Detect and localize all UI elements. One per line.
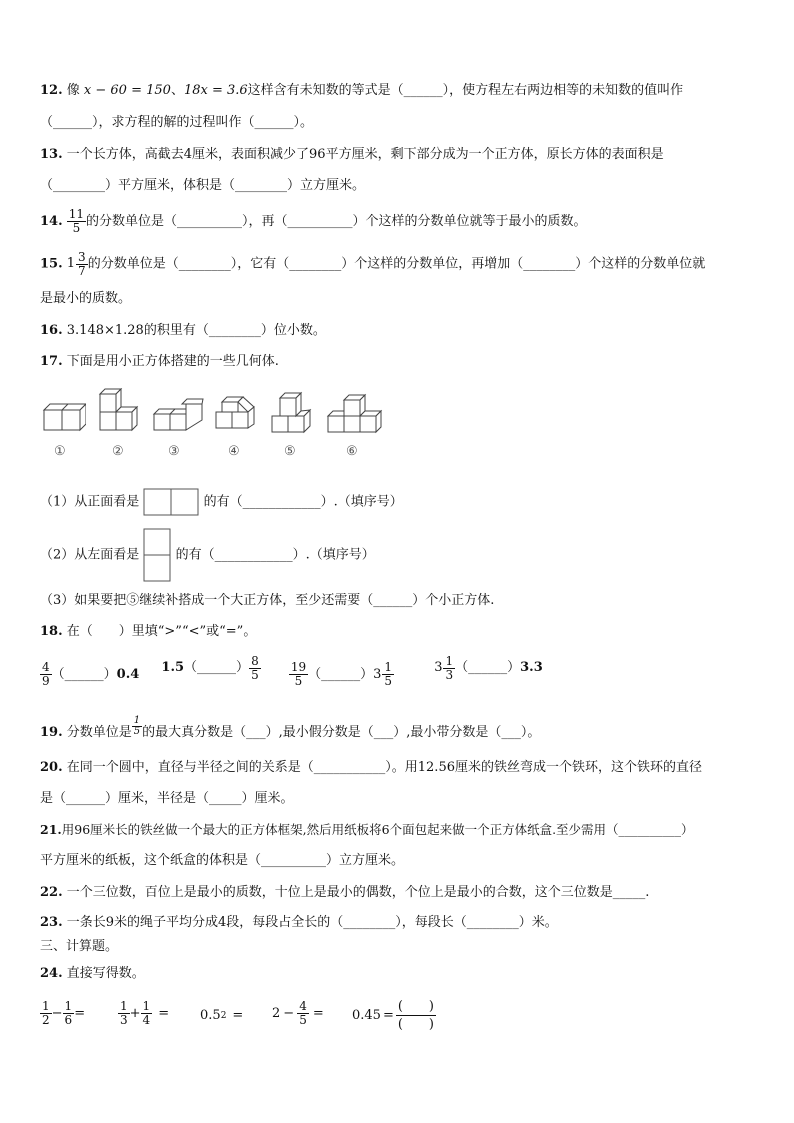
cube-label-2: ② xyxy=(112,444,124,459)
q12-separator: 、 xyxy=(170,83,184,98)
q13-number: 13. xyxy=(40,147,63,162)
q24-e1-a xyxy=(40,1000,52,1027)
q24-expr-5 xyxy=(352,998,436,1033)
q13-text1: 一个长方体，高截去4厘米，表面积减少了96平方厘米，剩下部分成为一个正方体，原长方体的表面积是 xyxy=(66,147,664,162)
q24-e1-a-denominator: 2 xyxy=(42,1013,50,1027)
q24-e2-b-numerator: 1 xyxy=(142,999,151,1013)
q24-e2-b xyxy=(141,1000,153,1027)
q22-line xyxy=(40,884,766,902)
q12-line1 xyxy=(40,82,766,100)
q18-item2-left: 1.5 xyxy=(161,660,185,675)
front-view-figure xyxy=(143,488,199,516)
q24-e1-b xyxy=(63,1000,75,1027)
q17-part2-text-b: 的有（____________）.（填序号） xyxy=(175,547,375,563)
q24-e1-op: − xyxy=(51,1006,63,1021)
q18-item4-left-mixed xyxy=(434,650,455,686)
cube-label-6: ⑥ xyxy=(346,444,358,459)
q17-line xyxy=(40,353,766,371)
q20-number: 20. xyxy=(40,760,63,775)
q18-item-4 xyxy=(434,650,543,686)
q13-line1 xyxy=(40,146,766,164)
q19-fraction-numerator: 1 xyxy=(133,715,141,726)
q23-text1: 一条长9米的绳子平均分成4段，每段占全长的（________），每段长（________）米。 xyxy=(66,915,558,930)
q14-fraction-denominator: 5 xyxy=(72,221,81,235)
q23-number: 23. xyxy=(40,915,63,930)
q19-fraction-denominator: 5 xyxy=(133,726,141,737)
q15-number: 15. xyxy=(40,256,63,272)
q14-text1: 的分数单位是（__________），再（__________）个这样的分数单位就等于最小的质数。 xyxy=(86,214,587,229)
cube-figure-4 xyxy=(214,388,262,436)
left-view-figure xyxy=(143,528,171,582)
q24-e2-eq: = xyxy=(158,1006,170,1021)
cube-label-4: ④ xyxy=(228,444,240,459)
q18-item1-blank: （______） xyxy=(51,666,117,682)
q17-part1 xyxy=(40,488,766,517)
q17-part1-text-a: （1）从正面看是 xyxy=(40,494,140,510)
q17-part3-text: （3）如果要把⑤继续补搭成一个大正方体，至少还需要（______）个小正方体. xyxy=(40,593,495,608)
q17-number: 17. xyxy=(40,354,63,369)
q21-text2: 平方厘米的纸板，这个纸盒的体积是（__________）立方厘米。 xyxy=(40,853,405,868)
q18-item3-left-fraction xyxy=(289,661,308,688)
q18-item1-left-numerator: 4 xyxy=(42,660,50,674)
q15-mixed-number xyxy=(67,250,88,278)
q24-number: 24. xyxy=(40,966,63,981)
q24-e1-eq: = xyxy=(74,1006,86,1021)
q24-e1-b-denominator: 6 xyxy=(64,1013,73,1027)
q12-number: 12. xyxy=(40,83,63,98)
q14-fraction xyxy=(67,208,86,235)
q24-e5-numerator: ( ) xyxy=(397,999,435,1014)
q12-text1: 像 xyxy=(66,83,80,98)
q20-text1: 在同一个圆中，直径与半径之间的关系是（___________）。用12.56厘米的铁丝弯成一个铁环，这个铁环的直径 xyxy=(66,760,702,775)
q18-item3-left-denominator: 5 xyxy=(294,674,303,688)
q12-text2: 这样含有未知数的等式是（______），使方程左右两边相等的未知数的值叫作 xyxy=(247,83,684,98)
q19-number: 19. xyxy=(40,725,63,740)
q24-e4-b-denominator: 5 xyxy=(299,1013,307,1027)
q21-number: 21. xyxy=(40,822,62,837)
q18-item1-left-denominator: 9 xyxy=(42,674,50,688)
q18-item-1 xyxy=(40,657,139,693)
q19-line xyxy=(40,715,766,748)
q12-line2 xyxy=(40,114,766,132)
q18-item4-left-denominator: 3 xyxy=(445,667,454,682)
q20-text2: 是（______）厘米，半径是（_____）厘米。 xyxy=(40,791,294,806)
cube-figure-3 xyxy=(152,388,204,436)
q12-equation2: 18x = 3.6 xyxy=(183,83,248,98)
q15-fraction-numerator: 3 xyxy=(78,249,86,264)
q18-item4-left-numerator: 1 xyxy=(445,653,454,668)
q24-e4-b-numerator: 4 xyxy=(299,999,307,1013)
q24-line xyxy=(40,965,766,983)
q24-e4-eq: = xyxy=(312,1006,324,1021)
q15-fraction xyxy=(76,251,88,278)
q19-text2: 的最大真分数是（___）,最小假分数是（___）,最小带分数是（___）。 xyxy=(142,725,541,740)
q18-line xyxy=(40,623,766,641)
q12-equation1: x − 60 = 150 xyxy=(83,83,171,98)
section-3-title xyxy=(40,938,766,956)
cube-label-1: ① xyxy=(54,444,66,459)
q17-part1-text-b: 的有（____________）.（填序号） xyxy=(203,494,403,510)
q24-e3-base: 0.5 xyxy=(200,1008,221,1023)
q13-line2 xyxy=(40,177,766,195)
q21-text1: 用96厘米长的铁丝做一个最大的正方体框架,然后用纸板将6个面包起来做一个正方体纸盒.至少需用（__________） xyxy=(61,822,694,837)
q14-line xyxy=(40,208,766,236)
q18-item3-right-denominator: 5 xyxy=(384,674,393,688)
q24-e2-a xyxy=(118,1000,130,1027)
q18-item2-right-fraction xyxy=(249,655,261,682)
q21-line1 xyxy=(40,821,766,839)
q17-part2 xyxy=(40,528,766,583)
q24-e5-fraction xyxy=(396,998,436,1033)
q24-e5-a: 0.45 xyxy=(352,1008,381,1023)
cube-figure-2 xyxy=(98,388,142,436)
q22-text1: 一个三位数，百位上是最小的质数，十位上是最小的偶数，个位上是最小的合数，这个三位数是_____. xyxy=(66,885,650,900)
q18-item3-right-whole: 3 xyxy=(373,666,382,682)
q18-item2-right-denominator: 5 xyxy=(251,667,259,682)
q14-number: 14. xyxy=(40,214,63,229)
q18-text1: 在（ ）里填“>”“<”或“=”。 xyxy=(66,624,257,639)
q18-item1-left-fraction xyxy=(40,661,52,688)
cube-label-3: ③ xyxy=(168,444,180,459)
q18-item3-blank: （______） xyxy=(308,666,374,682)
q24-e2-op: + xyxy=(129,1006,141,1021)
q18-item3-right-fraction xyxy=(382,661,394,688)
q24-e5-denominator: ( ) xyxy=(397,1017,435,1032)
q24-e4-a: 2 xyxy=(272,1006,281,1021)
q24-e1-b-numerator: 1 xyxy=(64,999,73,1013)
q16-text1: 3.148×1.28的积里有（________）位小数。 xyxy=(66,323,326,338)
cube-figure-6 xyxy=(326,388,386,438)
q24-e1-a-numerator: 1 xyxy=(42,999,50,1013)
q24-e5-eq: = xyxy=(382,1008,394,1023)
q18-comparisons xyxy=(40,650,766,693)
q24-e2-a-numerator: 1 xyxy=(120,999,128,1013)
section-3-title-text: 三、计算题。 xyxy=(40,939,119,954)
q24-e4-b xyxy=(297,1000,309,1027)
q16-number: 16. xyxy=(40,323,63,338)
q24-e3-exp: 2 xyxy=(220,1010,227,1021)
q18-item-3 xyxy=(289,657,394,693)
q20-line2 xyxy=(40,790,766,808)
q18-item3-right-numerator: 1 xyxy=(384,660,393,674)
cube-figures xyxy=(40,388,400,468)
cube-figure-5 xyxy=(270,388,320,438)
q18-number: 18. xyxy=(40,624,63,639)
q15-text1: 的分数单位是（________），它有（________）个这样的分数单位，再增加（________）个这样的分数单位就 xyxy=(87,256,706,272)
q12-text3: （______），求方程的解的过程叫作（______）。 xyxy=(40,115,314,130)
q15-whole: 1 xyxy=(66,256,76,271)
q18-item4-left-whole: 3 xyxy=(434,660,443,675)
q18-item4-blank: （______） xyxy=(455,660,521,675)
q18-item1-right: 0.4 xyxy=(116,666,140,682)
q24-expr-2 xyxy=(118,1000,169,1027)
q13-text2: （________）平方厘米，体积是（________）立方厘米。 xyxy=(40,178,366,193)
cube-figure-1 xyxy=(42,388,86,436)
q15-text2: 是最小的质数。 xyxy=(40,291,132,306)
q24-e2-a-denominator: 3 xyxy=(120,1013,128,1027)
q18-item4-left-fraction xyxy=(443,655,455,682)
q22-number: 22. xyxy=(40,885,63,900)
q19-fraction xyxy=(132,716,142,737)
q24-e4-op: − xyxy=(283,1006,295,1021)
q24-expr-1 xyxy=(40,1000,85,1027)
q24-text1: 直接写得数。 xyxy=(66,966,145,981)
q24-e2-b-denominator: 4 xyxy=(142,1013,151,1027)
q21-line2 xyxy=(40,852,766,870)
q17-text1: 下面是用小正方体搭建的一些几何体. xyxy=(66,354,279,369)
q17-part2-text-a: （2）从左面看是 xyxy=(40,547,140,563)
q24-expr-3 xyxy=(200,1008,243,1023)
q18-item-2 xyxy=(161,650,260,686)
q15-line2 xyxy=(40,290,766,308)
q18-item2-blank: （______） xyxy=(184,660,250,675)
q20-line1 xyxy=(40,759,766,777)
cube-label-5: ⑤ xyxy=(284,444,296,459)
q18-item2-right-numerator: 8 xyxy=(251,653,259,668)
q18-item3-right-mixed xyxy=(373,657,394,693)
q23-line xyxy=(40,914,766,932)
q24-e3-eq: = xyxy=(232,1008,244,1023)
q14-fraction-numerator: 11 xyxy=(68,207,85,221)
q15-line1 xyxy=(40,250,766,279)
q19-text1: 分数单位是 xyxy=(66,725,132,740)
q16-line xyxy=(40,322,766,340)
q15-fraction-denominator: 7 xyxy=(78,263,86,278)
q17-part3 xyxy=(40,592,766,610)
q18-item4-right: 3.3 xyxy=(520,660,543,675)
q18-item3-left-numerator: 19 xyxy=(290,660,307,674)
q24-expr-4 xyxy=(272,1000,324,1027)
